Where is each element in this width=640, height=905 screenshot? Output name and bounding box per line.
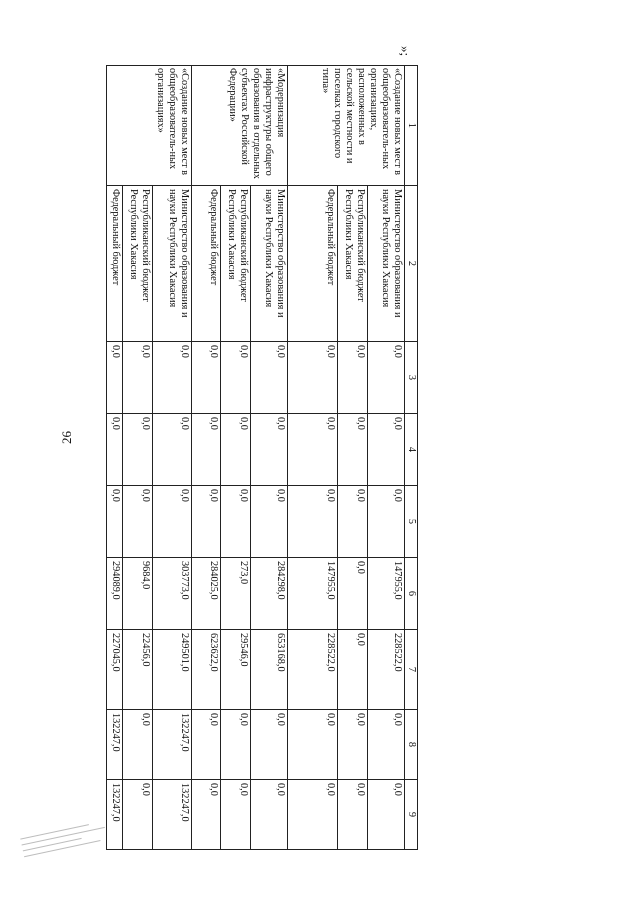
table-cell: 0,0 [287, 342, 337, 414]
table-row [250, 66, 287, 850]
col-header-9: 9 [405, 780, 418, 850]
funding-source: Федеральный бюджет [107, 186, 123, 342]
col-header-6: 6 [405, 558, 418, 630]
table-cell: 0,0 [338, 780, 368, 850]
table-cell: 0,0 [192, 414, 220, 486]
col-header-8: 8 [405, 710, 418, 780]
table-cell: 0,0 [192, 486, 220, 558]
table-cell: 0,0 [338, 558, 368, 630]
table-cell: 0,0 [220, 342, 250, 414]
table-cell: 0,0 [220, 486, 250, 558]
table-cell: 0,0 [192, 710, 220, 780]
col-header-1: 1 [405, 66, 418, 186]
table-cell: 0,0 [367, 780, 404, 850]
funding-source: Министерство образования и науки Республики Хакасия [367, 186, 404, 342]
table-cell: 653168,0 [250, 630, 287, 710]
table-cell: 0,0 [220, 710, 250, 780]
table-cell: 132247,0 [107, 780, 123, 850]
budget-table [106, 65, 418, 850]
table-cell: 0,0 [367, 710, 404, 780]
table-cell: 0,0 [250, 342, 287, 414]
table-cell: 303773,0 [153, 558, 192, 630]
table-cell: 227045,0 [107, 630, 123, 710]
table-cell: 0,0 [250, 710, 287, 780]
page-number: 26 [59, 431, 74, 444]
table-cell: 0,0 [287, 414, 337, 486]
table-cell: 22456,0 [123, 630, 153, 710]
table-cell: 132247,0 [153, 710, 192, 780]
table-cell: 0,0 [192, 780, 220, 850]
col-header-2: 2 [405, 186, 418, 342]
table-cell: 0,0 [123, 710, 153, 780]
table-cell: 147955,0 [367, 558, 404, 630]
table-cell: 0,0 [123, 342, 153, 414]
table-cell: 0,0 [250, 780, 287, 850]
table-cell: 0,0 [367, 342, 404, 414]
table-cell: 284298,0 [250, 558, 287, 630]
activity-title: «Модернизация инфраструктуры общего образования в отдельных субъектах Российской Федерации» [192, 66, 287, 186]
funding-source: Федеральный бюджет [287, 186, 337, 342]
table-cell: 294089,0 [107, 558, 123, 630]
table-cell: 147955,0 [287, 558, 337, 630]
funding-source: Республиканский бюджет Республики Хакасия [338, 186, 368, 342]
table-cell: 0,0 [153, 486, 192, 558]
closing-quote-mark: »; [398, 46, 413, 57]
header-row [405, 66, 418, 850]
table-cell: 0,0 [338, 630, 368, 710]
table-row [153, 66, 192, 850]
table-cell: 0,0 [250, 414, 287, 486]
funding-source: Республиканский бюджет Республики Хакасия [123, 186, 153, 342]
table-cell: 0,0 [367, 414, 404, 486]
table-cell: 132247,0 [153, 780, 192, 850]
table-cell: 0,0 [123, 780, 153, 850]
table-cell: 284025,0 [192, 558, 220, 630]
activity-title: «Создание новых мест в общеобразователь-ных организациях, расположенных в сельской местности и поселках городского типа» [287, 66, 404, 186]
table-cell: 249501,0 [153, 630, 192, 710]
table-cell: 0,0 [107, 486, 123, 558]
stamp-mark [19, 815, 115, 869]
table-cell: 29546,0 [220, 630, 250, 710]
table-cell: 228522,0 [367, 630, 404, 710]
table-cell: 0,0 [107, 414, 123, 486]
table-cell: 623622,0 [192, 630, 220, 710]
table-cell: 0,0 [287, 780, 337, 850]
table-cell: 0,0 [220, 414, 250, 486]
table-cell: 0,0 [338, 710, 368, 780]
activity-title: «Создание новых мест в общеобразователь-ных организациях» [107, 66, 192, 186]
table-row [367, 66, 404, 850]
table-cell: 0,0 [123, 414, 153, 486]
table-cell: 0,0 [250, 486, 287, 558]
table-cell: 228522,0 [287, 630, 337, 710]
col-header-3: 3 [405, 342, 418, 414]
table-cell: 0,0 [338, 486, 368, 558]
funding-source: Федеральный бюджет [192, 186, 220, 342]
table-cell: 0,0 [287, 710, 337, 780]
table-cell: 0,0 [367, 486, 404, 558]
col-header-4: 4 [405, 414, 418, 486]
table-cell: 0,0 [338, 342, 368, 414]
table-cell: 273,0 [220, 558, 250, 630]
table-cell: 132247,0 [107, 710, 123, 780]
table-cell: 9684,0 [123, 558, 153, 630]
table-cell: 0,0 [107, 342, 123, 414]
table-cell: 0,0 [338, 414, 368, 486]
rotated-table-container [106, 65, 418, 849]
funding-source: Министерство образования и науки Республики Хакасия [250, 186, 287, 342]
table-cell: 0,0 [153, 342, 192, 414]
col-header-5: 5 [405, 486, 418, 558]
table-cell: 0,0 [153, 414, 192, 486]
funding-source: Республиканский бюджет Республики Хакасия [220, 186, 250, 342]
table-cell: 0,0 [123, 486, 153, 558]
col-header-7: 7 [405, 630, 418, 710]
funding-source: Министерство образования и науки Республики Хакасия [153, 186, 192, 342]
table-cell: 0,0 [220, 780, 250, 850]
table-cell: 0,0 [287, 486, 337, 558]
table-cell: 0,0 [192, 342, 220, 414]
